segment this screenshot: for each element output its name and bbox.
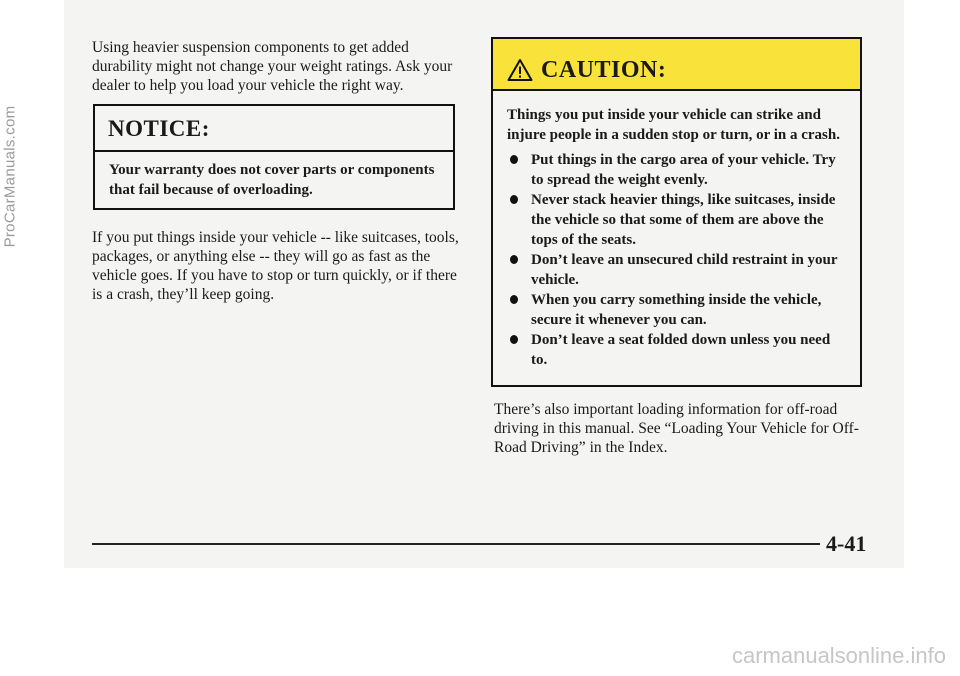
caution-item xyxy=(507,150,846,190)
caution-body xyxy=(493,91,860,370)
caution-item-text: Don’t leave a seat folded down unless you need to. xyxy=(531,332,831,368)
bullet-icon xyxy=(510,255,518,264)
page-number: 4-41 xyxy=(826,531,867,556)
caution-list xyxy=(507,150,846,370)
caution-item-text: When you carry something inside the vehicle, secure it whenever you can. xyxy=(531,292,822,328)
caution-item xyxy=(507,190,846,250)
caution-item xyxy=(507,330,846,370)
notice-title: NOTICE: xyxy=(95,106,453,152)
caution-item-text: Never stack heavier things, like suitcases, inside the vehicle so that some of them are above the tops of the seats. xyxy=(531,192,836,248)
loading-paragraph: If you put things inside your vehicle -- like suitcases, tools, packages, or anything else -- they will go as fast as the vehicle goes. If you have to stop or turn quickly, or if there is a crash, they’ll keep going. xyxy=(92,229,459,303)
caution-intro: Things you put inside your vehicle can strike and injure people in a sudden stop or turn, or in a crash. xyxy=(507,107,840,143)
bullet-icon xyxy=(510,335,518,344)
caution-item xyxy=(507,250,846,290)
footer-rule xyxy=(92,543,820,545)
notice-text: Your warranty does not cover parts or components that fail because of overloading. xyxy=(109,162,435,198)
notice-box xyxy=(93,104,455,210)
footer-watermark: carmanualsonline.info xyxy=(731,643,946,668)
caution-header xyxy=(493,39,860,91)
offroad-paragraph: There’s also important loading information for off-road driving in this manual. See “Loading Your Vehicle for Off-Road Driving” in the Index. xyxy=(494,401,859,456)
bullet-icon xyxy=(510,195,518,204)
intro-paragraph: Using heavier suspension components to get added durability might not change your weight ratings. Ask your dealer to help you load your vehicle the right way. xyxy=(92,39,453,94)
side-watermark: ProCarManuals.com xyxy=(1,105,19,248)
caution-item xyxy=(507,290,846,330)
caution-item-text: Put things in the cargo area of your vehicle. Try to spread the weight evenly. xyxy=(531,152,836,188)
bullet-icon xyxy=(510,155,518,164)
warning-triangle-icon xyxy=(507,58,533,82)
bullet-icon xyxy=(510,295,518,304)
caution-item-text: Don’t leave an unsecured child restraint in your vehicle. xyxy=(531,252,838,288)
caution-title: CAUTION: xyxy=(541,56,667,83)
caution-box xyxy=(491,37,862,387)
